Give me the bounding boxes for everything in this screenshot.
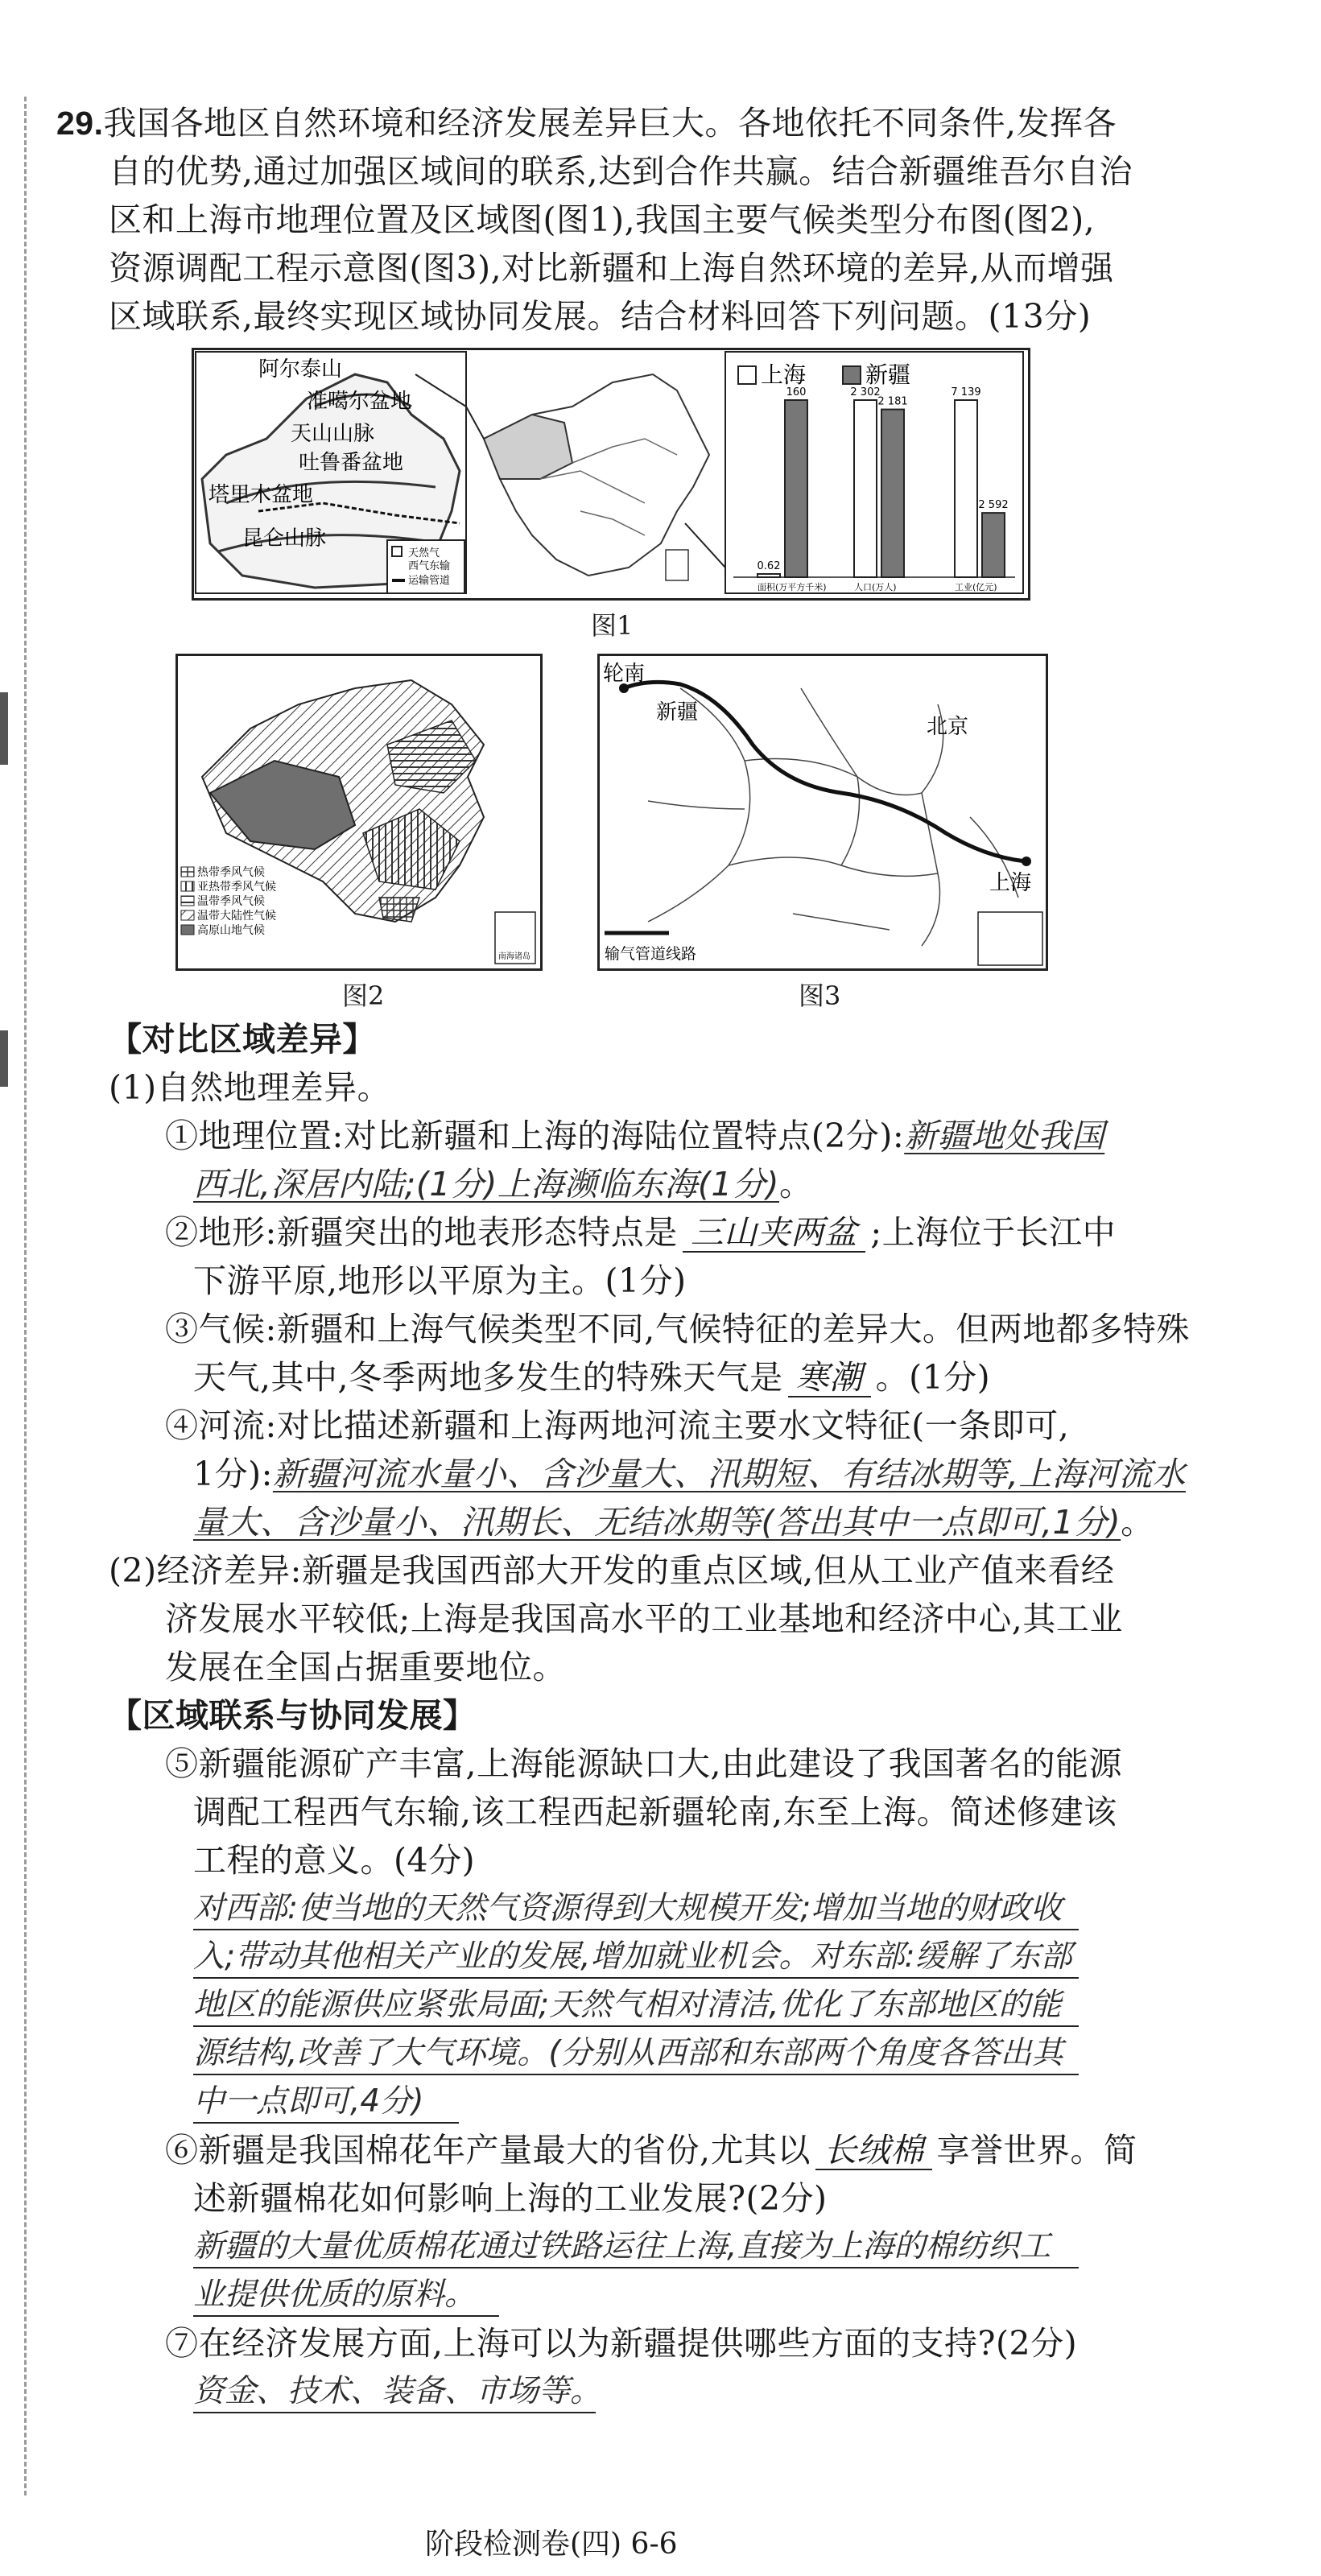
item-2-line-1: ②地形:新疆突出的地表形态特点是 三山夹两盆 ;上海位于长江中 xyxy=(165,1213,1117,1252)
figure-3-svg xyxy=(600,656,1046,968)
map-label: 轮南 xyxy=(603,662,646,686)
answer-line: 对西部:使当地的天然气资源得到大规模开发;增加当地的财政收 xyxy=(193,1889,1079,1930)
map-label: 阿尔泰山 xyxy=(258,357,343,382)
question-stem-line-4: 资源调配工程示意图(图3),对比新疆和上海自然环境的差异,从而增强 xyxy=(109,249,1114,287)
bar-shanghai xyxy=(955,400,977,577)
chart-bars-group xyxy=(758,386,1009,577)
answer-line: 入;带动其他相关产业的发展,增加就业机会。对东部:缓解了东部 xyxy=(193,1937,1079,1979)
section-title-cooperation: 【区域联系与协同发展】 xyxy=(109,1696,477,1735)
answer-line: 新疆的大量优质棉花通过铁路运往上海,直接为上海的棉纺织工 xyxy=(193,2227,1079,2268)
bar-xinjiang xyxy=(881,410,904,577)
question-stem-line-1: 29.我国各地区自然环境和经济发展差异巨大。各地依托不同条件,发挥各 xyxy=(56,104,1117,142)
bar-xinjiang xyxy=(785,400,807,577)
legend-label: 西气东输 xyxy=(408,560,451,572)
map-label: 准噶尔盆地 xyxy=(307,390,412,414)
bar-value-label: 160 xyxy=(786,386,807,398)
answer-line: 资金、技术、装备、市场等。 xyxy=(193,2372,596,2413)
figure-1-caption: 图1 xyxy=(591,610,634,641)
figure-2 xyxy=(175,654,543,971)
answer-text: 新疆地处我国 xyxy=(904,1117,1105,1155)
item-3-line-1: ③气候:新疆和上海气候类型不同,气候特征的差异大。但两地都多特殊 xyxy=(165,1310,1190,1348)
legend-label: 运输管道 xyxy=(408,575,451,587)
chart-category-label: 面积(万平方千米) xyxy=(758,582,827,592)
map-label: 吐鲁番盆地 xyxy=(299,451,404,475)
question-stem-line-3: 区和上海市地理位置及区域图(图1),我国主要气候类型分布图(图2), xyxy=(109,200,1096,239)
figure-1-bar-chart xyxy=(725,352,1023,593)
bar-xinjiang xyxy=(982,513,1005,577)
sub-question-2-line-2: 济发展水平较低;上海是我国高水平的工业基地和经济中心,其工业 xyxy=(165,1600,1123,1638)
legend-label: 温带大陆性气候 xyxy=(197,910,276,923)
map-label: 北京 xyxy=(927,715,969,739)
item-2-line-2: 下游平原,地形以平原为主。(1分) xyxy=(193,1261,687,1300)
figure-1-svg xyxy=(194,350,1028,598)
legend-label: 天然气 xyxy=(408,547,440,559)
figure-3 xyxy=(597,654,1048,971)
item-7-line-1: ⑦在经济发展方面,上海可以为新疆提供哪些方面的支持?(2分) xyxy=(165,2324,1078,2363)
item-4-line-3: 量大、含沙量小、汛期长、无结冰期等(答出其中一点即可,1分)。 xyxy=(193,1503,1154,1542)
item-4-line-1: ④河流:对比描述新疆和上海两地河流主要水文特征(一条即可, xyxy=(165,1406,1070,1445)
answer-line: 源结构,改善了大气环境。(分别从西部和东部两个角度各答出其 xyxy=(193,2033,1079,2075)
figure-1-legend xyxy=(387,540,464,593)
legend-label: 输气管道线路 xyxy=(605,945,697,963)
bar-value-label: 0.62 xyxy=(757,560,781,572)
shanghai-dot xyxy=(1022,857,1031,866)
inset-label: 南海诸岛 xyxy=(498,952,530,961)
item-5-line-2: 调配工程西气东输,该工程西起新疆轮南,东至上海。简述修建该 xyxy=(193,1793,1117,1831)
question-stem-line-5: 区域联系,最终实现区域协同发展。结合材料回答下列问题。(13分) xyxy=(109,297,1092,336)
figure-2-legend xyxy=(181,865,276,937)
map-label: 塔里木盆地 xyxy=(208,483,314,507)
sub-question-2-line-3: 发展在全国占据重要地位。 xyxy=(165,1648,566,1686)
china-outline-map xyxy=(484,374,709,580)
answer-blank: 寒潮 xyxy=(788,1359,871,1397)
answer-blank: 三山夹两盆 xyxy=(683,1214,866,1253)
map-label: 天山山脉 xyxy=(291,422,375,446)
item-5-line-1: ⑤新疆能源矿产丰富,上海能源缺口大,由此建设了我国著名的能源 xyxy=(165,1744,1123,1783)
map-label: 上海 xyxy=(989,871,1032,895)
bar-shanghai xyxy=(758,574,780,577)
bar-value-label: 2 302 xyxy=(850,386,881,398)
answer-text: 新疆河流水量小、含沙量大、汛期短、有结冰期等,上海河流水 xyxy=(272,1455,1186,1493)
figure-3-legend xyxy=(605,933,696,963)
sub-question-1: (1)自然地理差异。 xyxy=(109,1068,391,1107)
map-label: 新疆 xyxy=(656,700,699,724)
bar-shanghai xyxy=(854,400,877,577)
legend-label: 热带季风气候 xyxy=(197,866,265,879)
answer-blank: 长绒棉 xyxy=(815,2132,932,2170)
item-1-line-2: 西北,深居内陆;(1分)上海濒临东海(1分)。 xyxy=(193,1165,813,1203)
figure-2-caption: 图2 xyxy=(342,980,385,1011)
answer-line: 地区的能源供应紧张局面;天然气相对清洁,优化了东部地区的能 xyxy=(193,1985,1079,2027)
bar-value-label: 7 139 xyxy=(951,386,981,398)
item-3-line-2: 天气,其中,冬季两地多发生的特殊天气是 寒潮 。(1分) xyxy=(193,1358,991,1397)
figure-2-svg xyxy=(178,656,540,968)
figure-1 xyxy=(192,348,1030,601)
legend-label: 亚热带季风气候 xyxy=(197,881,276,894)
bar-value-label: 2 181 xyxy=(877,395,908,408)
section-title-compare: 【对比区域差异】 xyxy=(109,1020,376,1059)
chart-legend-label: 上海 xyxy=(761,361,807,388)
legend-label: 高原山地气候 xyxy=(197,924,265,937)
question-stem-line-2: 自的优势,通过加强区域间的联系,达到合作共赢。结合新疆维吾尔自治 xyxy=(109,152,1133,191)
question-number: 29. xyxy=(56,105,104,142)
legend-label: 温带季风气候 xyxy=(197,895,265,908)
sub-question-2-line-1: (2)经济差异:新疆是我国西部大开发的重点区域,但从工业产值来看经 xyxy=(109,1551,1115,1590)
item-6-line-2: 述新疆棉花如何影响上海的工业发展?(2分) xyxy=(193,2179,828,2218)
bar-value-label: 2 592 xyxy=(978,499,1009,512)
south-china-sea-inset xyxy=(495,912,535,964)
answer-line: 中一点即可,4分) xyxy=(193,2082,459,2124)
answer-text: 量大、含沙量小、汛期长、无结冰期等(答出其中一点即可,1分) xyxy=(193,1503,1121,1542)
page-footer: 阶段检测卷(四) 6-6 xyxy=(425,2528,678,2561)
map-label: 昆仑山脉 xyxy=(242,526,327,551)
answer-line: 业提供优质的原料。 xyxy=(193,2275,499,2317)
item-6-line-1: ⑥新疆是我国棉花年产量最大的省份,尤其以 长绒棉 享誉世界。简 xyxy=(165,2131,1137,2169)
chart-category-label: 工业(亿元) xyxy=(955,582,997,592)
figure-3-caption: 图3 xyxy=(799,980,841,1011)
answer-text: 西北,深居内陆;(1分)上海濒临东海(1分) xyxy=(193,1165,779,1203)
item-4-line-2: 1分):新疆河流水量小、含沙量大、汛期短、有结冰期等,上海河流水 xyxy=(193,1455,1186,1493)
item-5-line-3: 工程的意义。(4分) xyxy=(193,1841,476,1880)
item-1-line-1: ①地理位置:对比新疆和上海的海陆位置特点(2分):新疆地处我国 xyxy=(165,1117,1105,1155)
chart-legend-label: 新疆 xyxy=(865,361,911,388)
chart-category-label: 人口(万人) xyxy=(854,582,897,592)
